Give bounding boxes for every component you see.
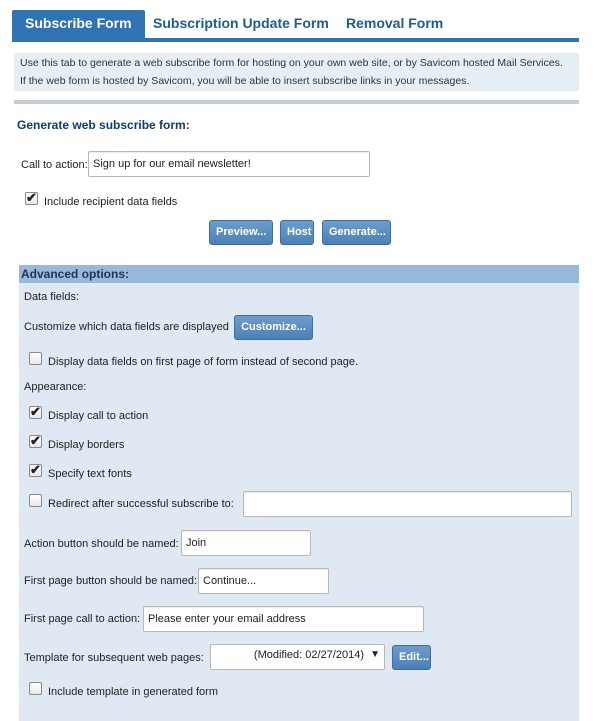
action-button-name-input[interactable] [181,530,311,556]
chevron-down-icon: ▼ [370,649,380,660]
section-divider [14,100,579,104]
first-page-fields-checkbox[interactable] [29,352,42,365]
template-label: Template for subsequent web pages: [24,652,204,664]
action-button-label: Action button should be named: [24,538,179,550]
generate-heading: Generate web subscribe form: [17,118,190,132]
include-fields-label: Include recipient data fields [44,196,178,208]
display-cta-label: Display call to action [48,410,149,422]
info-line-1: Use this tab to generate a web subscribe form for hosting on your own web site, or by Savicom hosted Mail Services. [20,57,563,69]
display-borders-checkbox[interactable] [29,435,42,448]
tab-subscribe-form[interactable]: Subscribe Form [12,10,145,38]
customize-fields-label: Customize which data fields are displayed [24,321,229,333]
redirect-checkbox[interactable] [29,494,42,507]
tab-strip [12,10,579,42]
redirect-label: Redirect after successful subscribe to: [48,498,234,510]
first-page-button-name-input[interactable] [198,568,329,594]
call-to-action-label: Call to action: [21,159,88,171]
checkmark-icon: ✔ [30,433,41,448]
include-fields-checkbox[interactable] [25,192,38,205]
checkmark-icon: ✔ [26,190,37,205]
template-select-value: (Modified: 02/27/2014) [253,649,364,661]
tab-removal-form[interactable]: Removal Form [346,15,444,31]
advanced-options-heading: Advanced options: [19,265,579,283]
checkmark-icon: ✔ [30,462,41,477]
specify-fonts-label: Specify text fonts [48,468,132,480]
first-page-button-label: First page button should be named: [24,575,198,587]
generate-button[interactable]: Generate... [322,220,391,245]
template-select[interactable] [210,644,385,670]
host-button[interactable]: Host [280,220,314,245]
tab-underline [12,38,579,42]
info-line-2: If the web form is hosted by Savicom, you will be able to insert subscribe links in your messages. [20,75,470,87]
display-borders-label: Display borders [48,439,125,451]
appearance-label: Appearance: [24,381,87,393]
data-fields-label: Data fields: [24,291,80,303]
first-page-cta-input[interactable] [143,606,424,632]
preview-button[interactable]: Preview... [209,220,273,245]
first-page-cta-label: First page call to action: [24,613,141,625]
customize-button[interactable]: Customize... [234,315,313,340]
info-box [14,53,579,91]
tab-subscription-update-form[interactable]: Subscription Update Form [153,15,329,31]
call-to-action-input[interactable] [88,151,370,177]
include-template-label: Include template in generated form [48,686,218,698]
include-template-checkbox[interactable] [29,682,42,695]
first-page-fields-label: Display data fields on first page of form instead of second page. [48,356,359,368]
checkmark-icon: ✔ [30,404,41,419]
display-cta-checkbox[interactable] [29,406,42,419]
redirect-url-input[interactable] [243,491,572,517]
edit-template-button[interactable]: Edit... [392,645,431,670]
specify-fonts-checkbox[interactable] [29,464,42,477]
